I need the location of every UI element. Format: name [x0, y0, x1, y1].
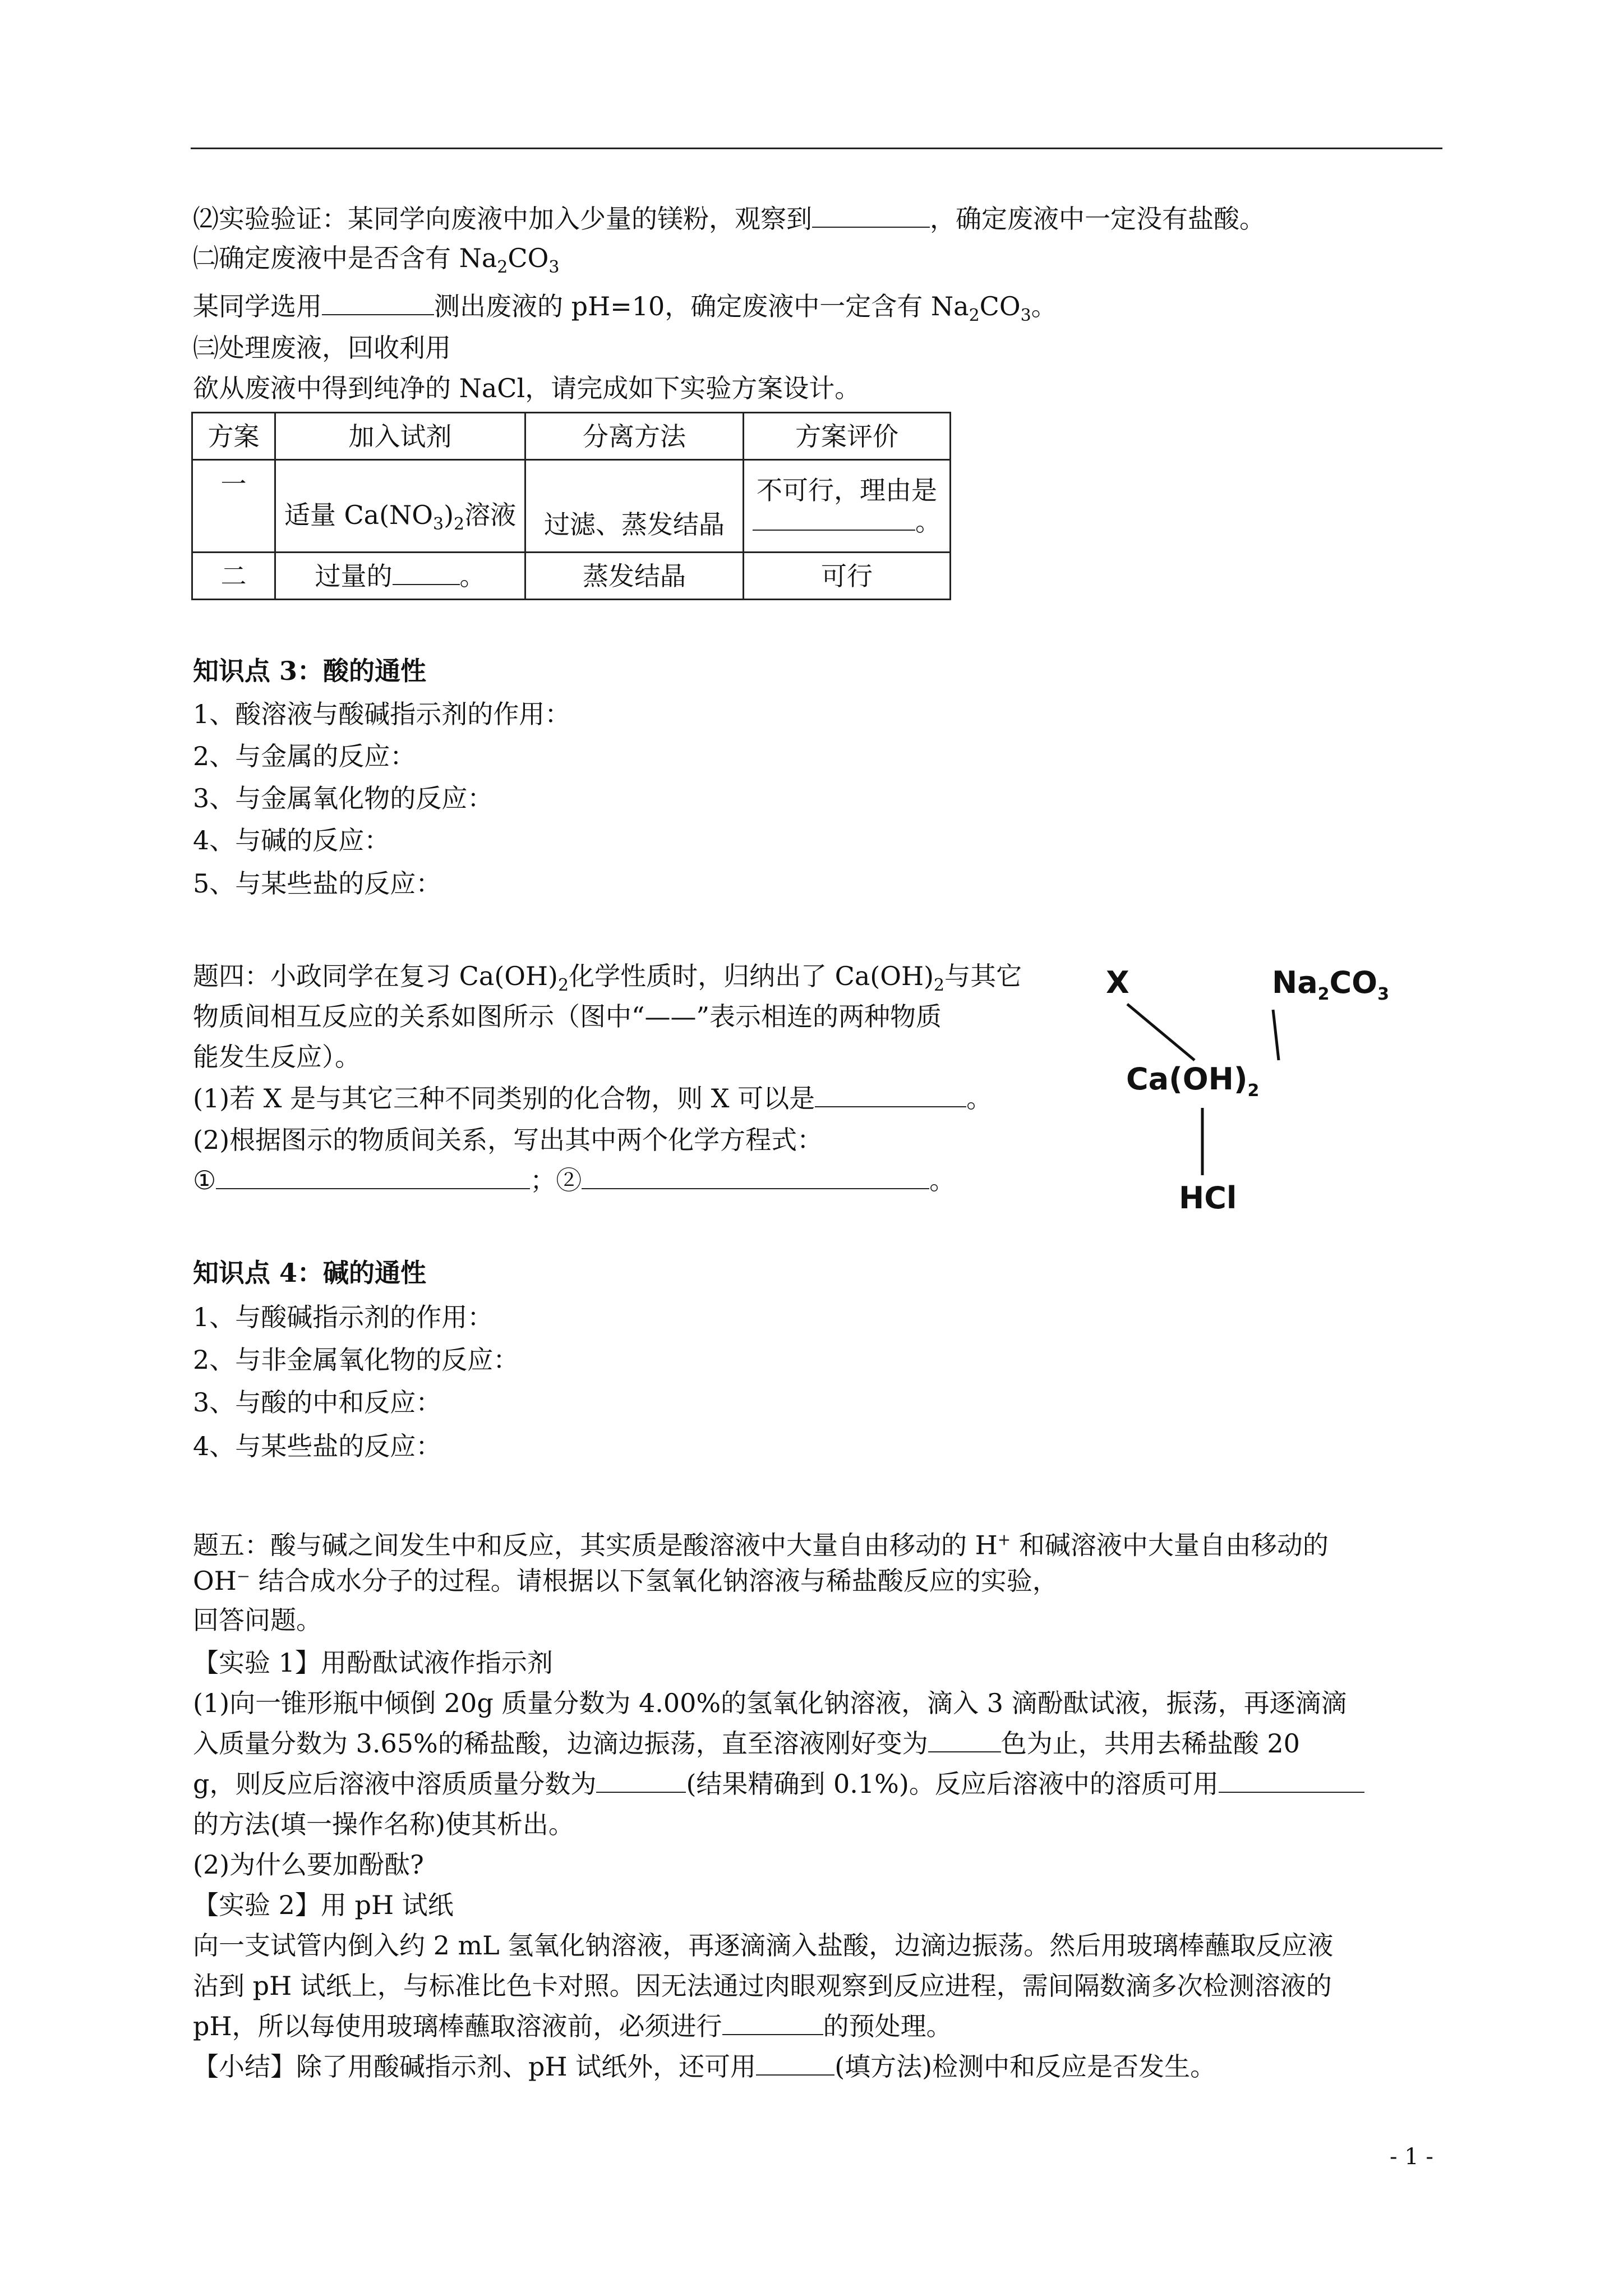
- q4-line: 题四：小政同学在复习 $Ca(OH)_2$化学性质时，归纳出了 $Ca(OH)_2$与其它: [193, 961, 1022, 996]
- diagram-caoh2: $Ca(OH)_2$: [1126, 1061, 1260, 1101]
- q5-line: 回答问题。: [193, 1605, 322, 1635]
- answer-blank[interactable]: [1219, 1769, 1364, 1793]
- answer-blank[interactable]: [596, 1769, 686, 1793]
- exp2-title: 【实验 2】用 pH 试纸: [193, 1890, 454, 1920]
- plan-eval: 可行: [744, 553, 951, 600]
- link-x: [1127, 1004, 1195, 1060]
- answer-blank[interactable]: [722, 2012, 823, 2035]
- table-header: 方案评价: [744, 413, 951, 460]
- answer-blank[interactable]: [216, 1166, 530, 1189]
- q5-line: 沾到 pH 试纸上，与标准比色卡对照。因无法通过肉眼观察到反应进程，需间隔数滴多次检测溶液的: [193, 1971, 1332, 2001]
- answer-blank[interactable]: [322, 292, 434, 315]
- answer-blank[interactable]: [928, 1729, 1001, 1752]
- list-item: 1、酸溶液与酸碱指示剂的作用：: [193, 699, 571, 729]
- table-header: 分离方法: [525, 413, 744, 460]
- plan-table: [191, 412, 951, 600]
- q5-line: (1)向一锥形瓶中倾倒 20g 质量分数为 4.00%的氢氧化钠溶液，滴入 3 滴酚酞试液，振荡，再逐滴滴: [193, 1688, 1347, 1718]
- list-item: 3、与酸的中和反应：: [193, 1387, 442, 1418]
- link-na2co3: [1273, 1010, 1279, 1060]
- header-rule: [191, 148, 1442, 149]
- page-number: - 1 -: [1390, 2144, 1433, 2170]
- plan-reagent: 适量 $Ca(NO_3)_2$溶液: [275, 460, 525, 553]
- table-row: [192, 460, 951, 553]
- step2-title: ㈡确定废液中是否含有 $Na_2CO_3$: [193, 243, 560, 278]
- step3-title: ㈢处理废液，回收利用: [193, 333, 451, 363]
- answer-blank[interactable]: [393, 562, 460, 585]
- q5-line: OH⁻ 结合成水分子的过程。请根据以下氢氧化钠溶液与稀盐酸反应的实验，: [193, 1566, 1058, 1596]
- step3-text: 欲从废液中得到纯净的 NaCl，请完成如下实验方案设计。: [193, 373, 861, 403]
- plan-reagent: 过量的 。: [275, 553, 525, 600]
- table-header: 方案: [192, 413, 275, 460]
- list-item: 5、与某些盐的反应：: [193, 868, 442, 899]
- list-item: 2、与非金属氧化物的反应：: [193, 1345, 519, 1375]
- answer-blank[interactable]: [582, 1166, 929, 1189]
- section-title: 知识点 3：酸的通性: [193, 656, 427, 686]
- q4-line: (2)根据图示的物质间关系，写出其中两个化学方程式：: [193, 1125, 823, 1155]
- diagram-x: X: [1106, 965, 1129, 1000]
- answer-blank[interactable]: [753, 507, 915, 531]
- answer-blank[interactable]: [815, 1084, 966, 1107]
- q4-line: 能发生反应）。: [193, 1042, 361, 1072]
- q4-line: ① ；② 。: [193, 1165, 956, 1195]
- table-header: 加入试剂: [275, 413, 525, 460]
- q5-line: g，则反应后溶液中溶质质量分数为 (结果精确到 0.1%)。反应后溶液中的溶质可用: [193, 1768, 1364, 1800]
- step2-text: 某同学选用 测出废液的 pH=10，确定废液中一定含有 $Na_2CO_3$。: [193, 291, 1057, 326]
- q4-line: (1)若 X 是与其它三种不同类别的化合物，则 X 可以是 。: [193, 1083, 993, 1114]
- table-row: [192, 553, 951, 600]
- table-header-row: [192, 413, 951, 460]
- reaction-diagram: [1094, 965, 1408, 1223]
- answer-blank[interactable]: [756, 2052, 834, 2076]
- plan-no: 二: [192, 553, 275, 600]
- answer-blank[interactable]: [812, 204, 930, 228]
- plan-no: 一: [192, 460, 275, 553]
- q5-line: 题五：酸与碱之间发生中和反应，其实质是酸溶液中大量自由移动的 H+ 和碱溶液中大量自由移动的: [193, 1530, 1329, 1561]
- q5-line: pH，所以每使用玻璃棒蘸取溶液前，必须进行 的预处理。: [193, 2011, 952, 2041]
- q5-line: (2)为什么要加酚酞?: [193, 1849, 424, 1880]
- plan-method: 蒸发结晶: [525, 553, 744, 600]
- q5-line: 入质量分数为 3.65%的稀盐酸，边滴边振荡，直至溶液刚好变为 色为止，共用去稀盐酸 20: [193, 1728, 1300, 1759]
- section-title: 知识点 4：碱的通性: [193, 1258, 427, 1288]
- list-item: 4、与某些盐的反应：: [193, 1431, 442, 1461]
- list-item: 4、与碱的反应：: [193, 825, 390, 855]
- plan-eval: 不可行，理由是 。: [744, 460, 951, 553]
- list-item: 2、与金属的反应：: [193, 741, 416, 771]
- summary-line: 【小结】除了用酸碱指示剂、pH 试纸外，还可用 (填方法)检测中和反应是否发生。: [193, 2051, 1216, 2082]
- list-item: 3、与金属氧化物的反应：: [193, 783, 494, 813]
- q4-line: 物质间相互反应的关系如图所示（图中“——”表示相连的两种物质: [193, 1001, 942, 1032]
- q-line-2: ⑵实验验证：某同学向废液中加入少量的镁粉，观察到 ，确定废液中一定没有盐酸。: [193, 204, 1265, 234]
- q5-line: 向一支试管内倒入约 2 mL 氢氧化钠溶液，再逐滴滴入盐酸，边滴边振荡。然后用玻璃棒蘸取反应液: [193, 1930, 1334, 1961]
- plan-method: 过滤、蒸发结晶: [525, 460, 744, 553]
- exp1-title: 【实验 1】用酚酞试液作指示剂: [193, 1648, 553, 1678]
- q5-line: 的方法(填一操作名称)使其析出。: [193, 1809, 574, 1839]
- diagram-hcl: HCl: [1179, 1180, 1237, 1216]
- list-item: 1、与酸碱指示剂的作用：: [193, 1302, 494, 1332]
- diagram-na2co3: $Na_2CO_3$: [1272, 965, 1389, 1004]
